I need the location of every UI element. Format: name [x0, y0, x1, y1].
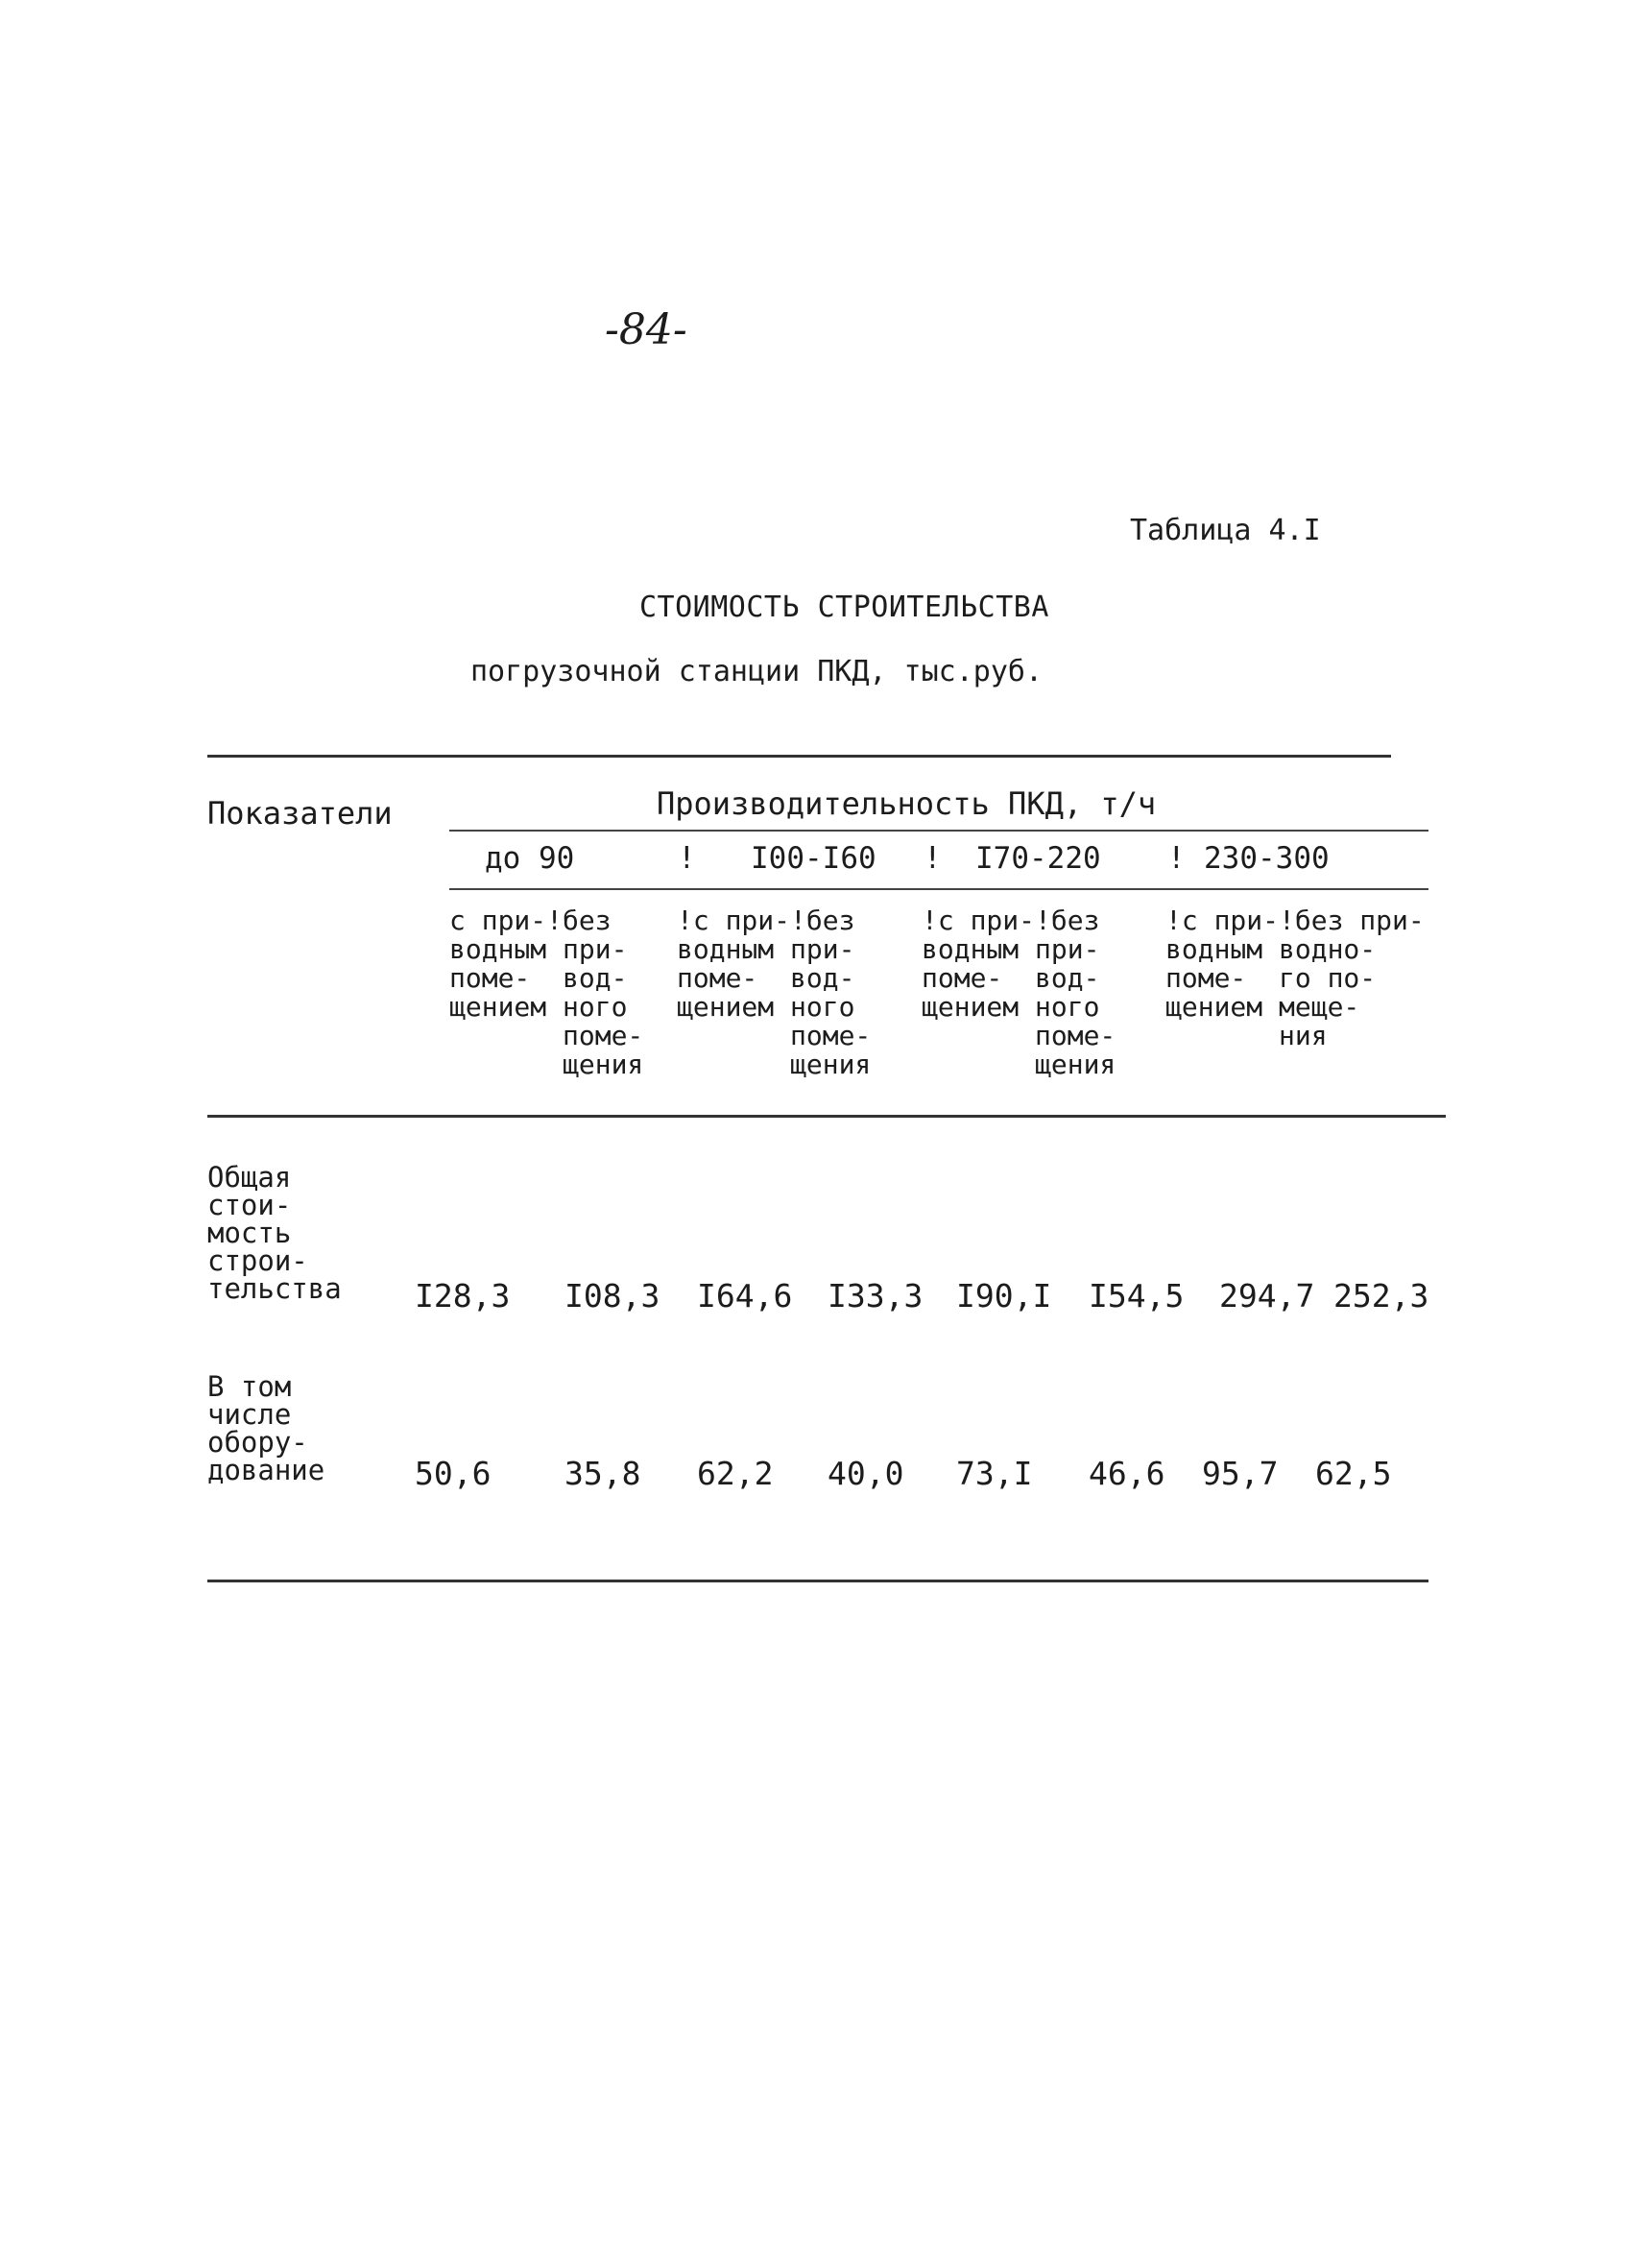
sub-header-group-3: !с при-!без водным при- поме- вод- щением ного поме- щения [922, 905, 1116, 1080]
table-cell: 62,5 [1315, 1455, 1392, 1492]
group-header-rule [449, 830, 1428, 832]
bottom-rule [207, 1580, 1428, 1582]
range-separator: ! [1167, 841, 1186, 876]
range-230-300: 230-300 [1204, 841, 1330, 876]
table-label: Таблица 4.I [1130, 514, 1321, 547]
table-cell: 35,8 [564, 1455, 641, 1492]
sub-header-group-4: !с при-!без при- водным водно- поме- го по- щением меще- ния [1165, 905, 1425, 1051]
range-separator: ! [924, 841, 942, 876]
row-label-equipment: В том числе обору- дование [207, 1370, 325, 1486]
page-number: -84- [605, 305, 687, 354]
top-rule [207, 755, 1391, 758]
table-cell: 50,6 [415, 1455, 492, 1492]
table-cell: 46,6 [1089, 1455, 1165, 1492]
group-header: Производительность ПКД, т/ч [657, 785, 1157, 822]
table-cell: 40,0 [828, 1455, 904, 1492]
table-cell: I33,3 [828, 1277, 924, 1315]
sub-header-group-1: с при-!без водным при- поме- вод- щением ного поме- щения [449, 905, 644, 1080]
table-cell: I08,3 [564, 1277, 660, 1315]
table-cell: 95,7 [1202, 1455, 1279, 1492]
table-cell: I28,3 [415, 1277, 511, 1315]
table-cell: I64,6 [697, 1277, 793, 1315]
table-title: СТОИМОСТЬ СТРОИТЕЛЬСТВА [639, 591, 1049, 624]
indicator-header: Показатели [207, 795, 393, 832]
table-cell: 62,2 [697, 1455, 774, 1492]
header-bottom-rule [207, 1115, 1446, 1118]
table-cell: I54,5 [1089, 1277, 1185, 1315]
table-cell: I90,I [956, 1277, 1052, 1315]
table-cell: 73,I [956, 1455, 1033, 1492]
range-rule [449, 888, 1428, 890]
range-170-220: I70-220 [975, 841, 1101, 876]
range-up-to-90: до 90 [485, 841, 575, 876]
range-separator: ! [678, 841, 696, 876]
table-cell: 294,7 [1219, 1277, 1315, 1315]
sub-header-group-2: !с при-!без водным при- поме- вод- щением ного поме- щения [677, 905, 872, 1080]
table-cell: 252,3 [1333, 1277, 1429, 1315]
row-label-total-cost: Общая стои- мость строи- тельства [207, 1161, 342, 1305]
table-subtitle: погрузочной станции ПКД, тыс.руб. [470, 655, 1044, 688]
range-100-160: I00-I60 [751, 841, 876, 876]
